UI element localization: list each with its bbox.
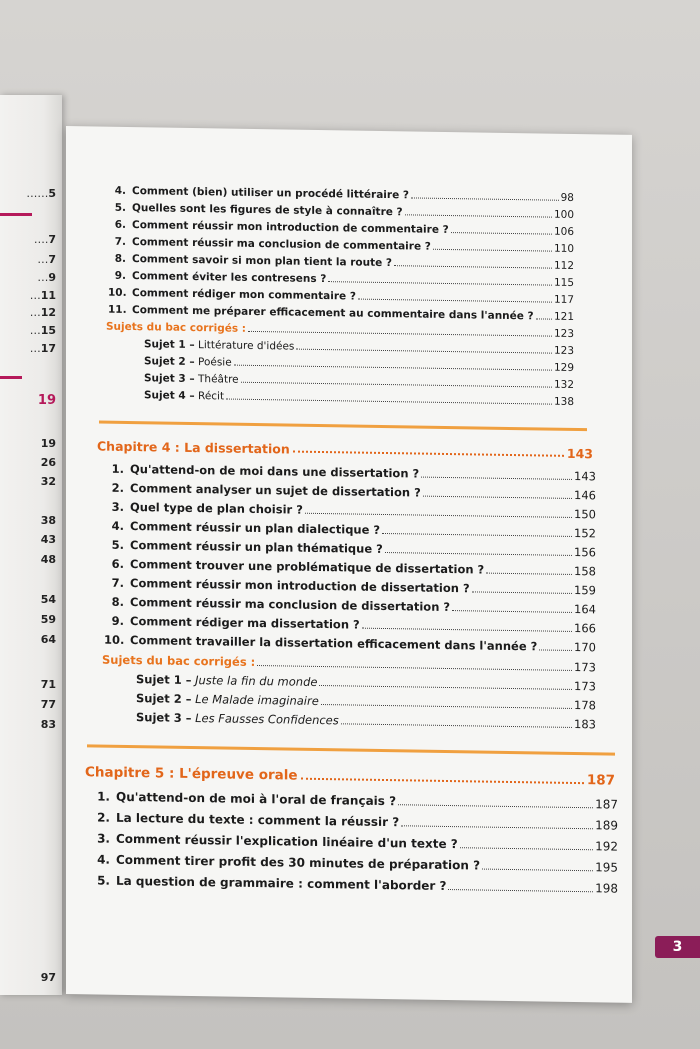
toc-subjects-heading[interactable]: Sujets du bac corrigés : 123 [106,320,574,340]
page-number-badge: 3 [655,936,700,958]
toc-item[interactable]: 3. Comment réussir l'explication linéaire d'un texte ? 192 [97,831,618,854]
left-page-number: 71 [40,678,56,691]
toc-item[interactable]: 10. Comment rédiger mon commentaire ? 117 [108,286,574,306]
left-page-number: 97 [40,971,56,984]
toc-item[interactable]: 8. Comment réussir ma conclusion de dissertation ? 164 [111,594,596,617]
left-page-number: 59 [40,613,56,626]
section-divider [87,744,615,755]
toc-item[interactable]: 6. Comment réussir mon introduction de commentaire ? 106 [114,218,574,238]
toc-item[interactable]: 4. Comment tirer profit des 30 minutes de préparation ? 195 [97,852,618,875]
left-page-number: 12 [40,306,56,319]
toc-item[interactable]: 5. Quelles sont les figures de style à connaître ? 100 [114,201,574,221]
left-page-number: 19 [40,437,56,450]
toc-item[interactable]: 6. Comment trouver une problématique de dissertation ? 158 [111,556,596,579]
toc-item[interactable]: 7. Comment réussir ma conclusion de commentaire ? 110 [114,235,574,255]
left-page-number: 17 [40,342,56,355]
left-page-number: 54 [40,593,56,606]
chapter-4-heading[interactable]: Chapitre 4 : La dissertation 143 [97,438,593,462]
toc-item[interactable]: 7. Comment réussir mon introduction de dissertation ? 159 [111,575,596,598]
toc-subject-item[interactable]: Sujet 3 – Théâtre 132 [144,372,574,391]
toc-subject-item[interactable]: Sujet 1 – Juste la fin du monde 173 [136,672,596,694]
left-page-number: 7 [48,253,56,266]
left-page-number: 77 [40,698,56,711]
toc-item[interactable]: 9. Comment éviter les contresens ? 115 [114,269,574,289]
toc-item[interactable]: 8. Comment savoir si mon plan tient la route ? 112 [114,252,574,272]
left-page-number: 43 [40,533,56,546]
toc-item[interactable]: 4. Comment (bien) utiliser un procédé littéraire ? 98 [114,184,574,204]
toc-item[interactable]: 1. Qu'attend-on de moi dans une dissertation ? 143 [111,461,596,484]
left-divider [0,213,32,216]
toc-subjects-heading[interactable]: Sujets du bac corrigés : 173 [102,652,596,675]
previous-page-edge: ……5 ….7 …7 …9 …11 …12 …15 …17 19 19 26 32 38 43 48 54 59 64 71 77 83 97 [0,95,62,995]
toc-item[interactable]: 1. Qu'attend-on de moi à l'oral de français ? 187 [97,789,618,812]
toc-subject-item[interactable]: Sujet 2 – Le Malade imaginaire 178 [136,691,596,713]
left-page-number: 15 [40,324,56,337]
chapter-5-heading[interactable]: Chapitre 5 : L'épreuve orale 187 [85,764,615,789]
toc-item[interactable]: 2. La lecture du texte : comment la réussir ? 189 [97,810,618,833]
left-page-number: 64 [40,633,56,646]
left-page-number: 26 [40,456,56,469]
left-page-number: 19 [37,393,56,408]
table-of-contents-page [66,126,632,1003]
toc-item[interactable]: 5. La question de grammaire : comment l'aborder ? 198 [97,873,618,896]
toc-subject-item[interactable]: Sujet 1 – Littérature d'idées 123 [144,338,574,357]
left-page-number: 83 [40,718,56,731]
left-page-number: 5 [48,187,56,200]
toc-item[interactable]: 5. Comment réussir un plan thématique ? 156 [111,537,596,560]
left-page-number: 38 [40,514,56,527]
section-divider [99,421,587,432]
toc-item[interactable]: 9. Comment rédiger ma dissertation ? 166 [111,613,596,636]
left-page-number: 7 [48,233,56,246]
toc-subject-item[interactable]: Sujet 2 – Poésie 129 [144,355,574,374]
toc-item[interactable]: 10. Comment travailler la dissertation efficacement dans l'année ? 170 [104,632,596,655]
toc-item[interactable]: 3. Quel type de plan choisir ? 150 [111,499,596,522]
toc-item[interactable]: 2. Comment analyser un sujet de dissertation ? 146 [111,480,596,503]
toc-subject-item[interactable]: Sujet 4 – Récit 138 [144,389,574,408]
left-page-number: 11 [40,289,56,302]
left-page-number: 48 [40,553,56,566]
left-page-number: 32 [40,475,56,488]
left-divider [0,376,22,379]
toc-subject-item[interactable]: Sujet 3 – Les Fausses Confidences 183 [136,710,596,732]
left-page-number: 9 [48,271,56,284]
toc-item[interactable]: 4. Comment réussir un plan dialectique ? 152 [111,518,596,541]
toc-item[interactable]: 11. Comment me préparer efficacement au commentaire dans l'année ? 121 [108,303,574,323]
